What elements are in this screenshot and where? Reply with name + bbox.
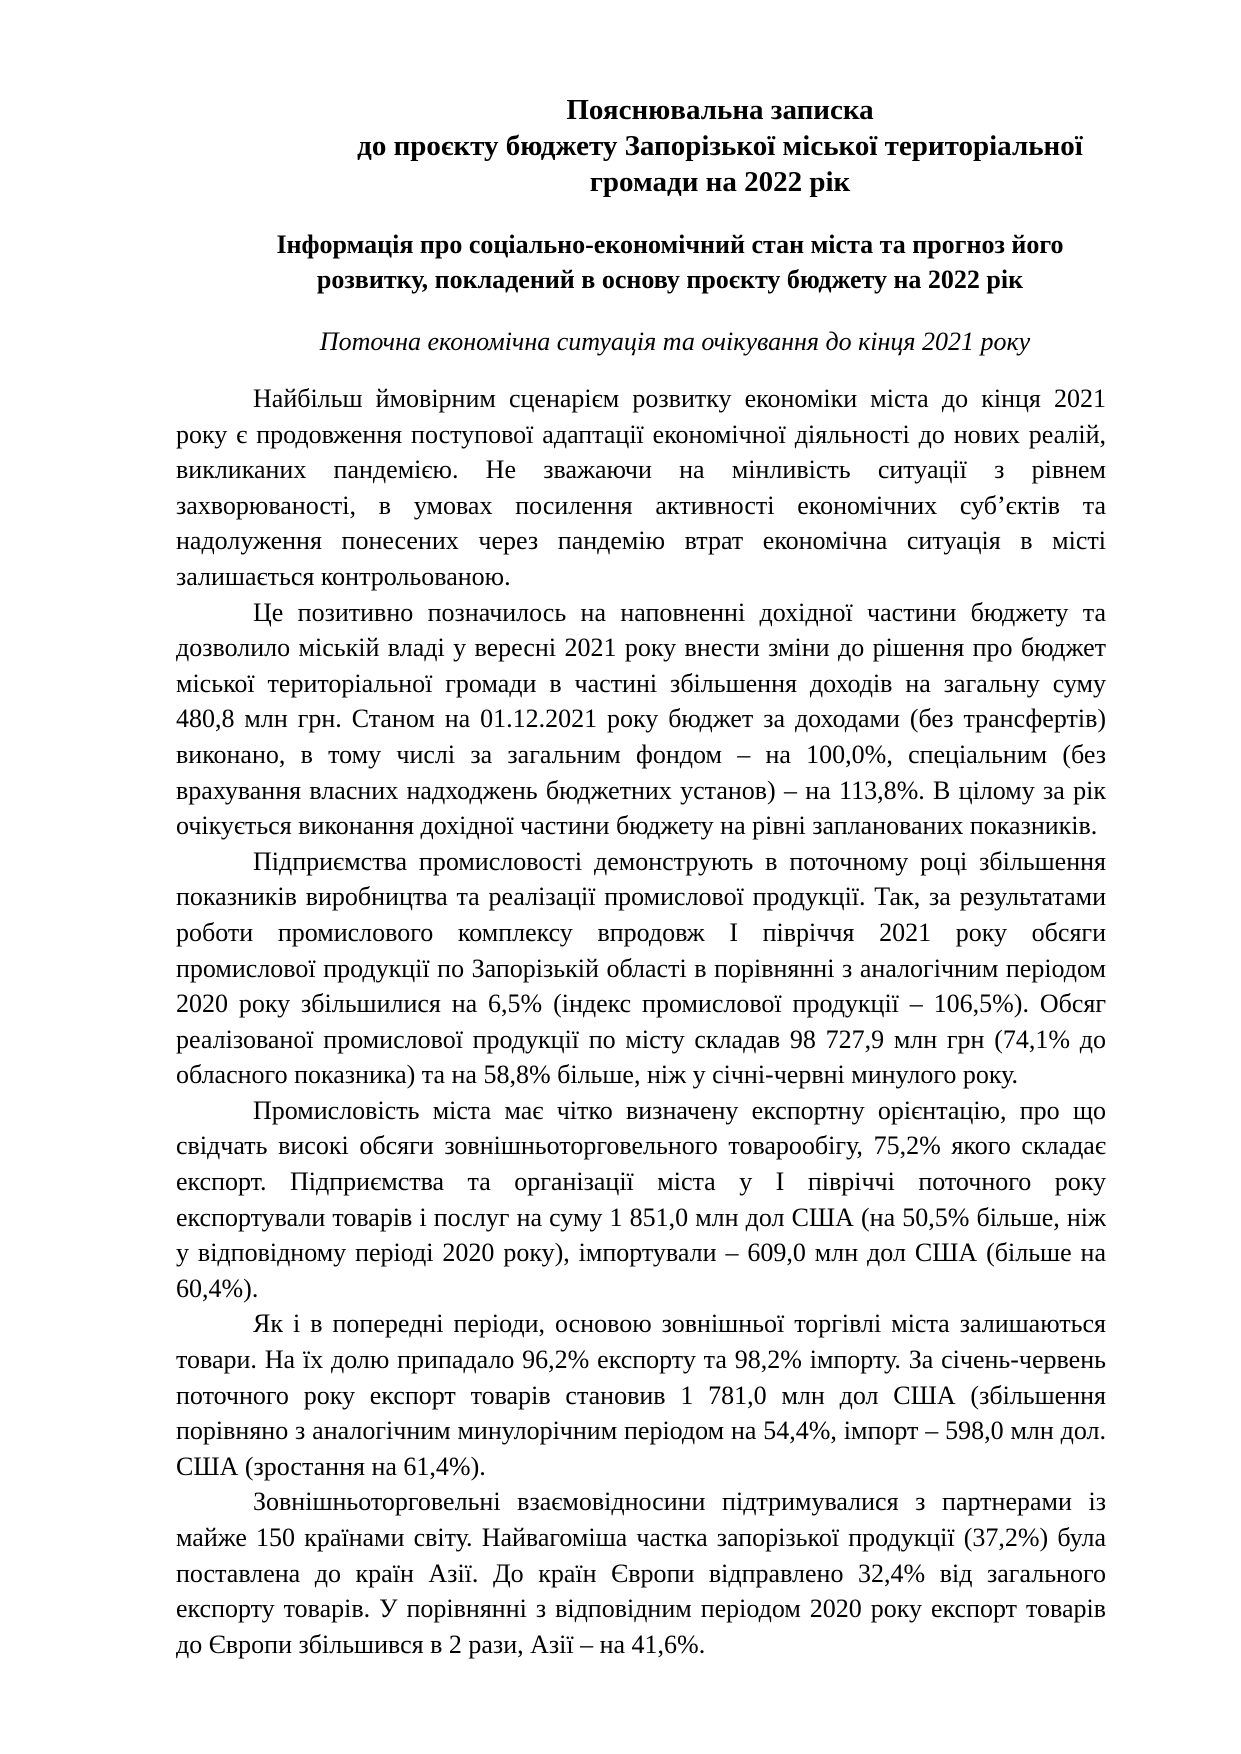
paragraph: Підприємства промисловості демонструють в поточному році збільшення показників виробництва та реалізації промислової продукції. Так, за результатами роботи промислового комплексу впродовж І півріччя 2021 року обсяги промислової продукції по Запорізькій області в порівнянні з аналогічним періодом 2020 року збільшилися на 6,5% (індекс промислової продукції – 106,5%). Обсяг реалізованої промислової продукції по місту складав 98 727,9 млн грн (74,1% до обласного показника) та на 58,8% більше, ніж у січні-червні минулого року. [176, 846, 1106, 1090]
title-line-2: до проєкту бюджету Запорізької міської територіальної [357, 130, 1083, 162]
paragraph: Промисловість міста має чітко визначену експортну орієнтацію, про що свідчать високі обсяги зовнішньоторговельного товарообігу, 75,2% якого складає експорт. Підприємства та організації міста у І півріччі поточного року експортували товарів і послуг на суму 1 851,0 млн дол США (на 50,5% більше, ніж у відповідному періоді 2020 року), імпортували – 609,0 млн дол США (більше на 60,4%). [176, 1095, 1106, 1303]
title-line-1: Пояснювальна записка [566, 94, 874, 126]
section-heading: Поточна економічна ситуація та очікування до кінця 2021 року [319, 327, 1031, 356]
title-line-3: громади на 2022 рік [589, 166, 851, 198]
paragraph: Найбільш ймовірним сценарієм розвитку економіки міста до кінця 2021 року є продовження поступової адаптації економічної діяльності до нових реалій, викликаних пандемією. Не зважаючи на мінливість ситуації з рівнем захворюваності, в умовах посилення активності економічних суб’єктів та надолуження понесених через пандемію втрат економічна ситуація в місті залишається контрольованою. [176, 384, 1106, 591]
body-text [176, 381, 1106, 1662]
document-title [300, 92, 1140, 200]
subtitle-line-1: Інформація про соціально-економічний стан міста та прогноз його [276, 230, 1064, 259]
subtitle-line-2: розвитку, покладений в основу проєкту бюджету на 2022 рік [316, 265, 1024, 294]
paragraph: Зовнішньоторговельні взаємовідносини підтримувалися з партнерами із майже 150 країнами світу. Найвагоміша частка запорізької продукції (37,2%) була поставлена до країн Азії. До країн Європи відправлено 32,4% від загального експорту товарів. У порівнянні з відповідним періодом 2020 року експорт товарів до Європи збільшився в 2 рази, Азії – на 41,6%. [176, 1487, 1106, 1659]
document-subtitle [230, 227, 1110, 297]
paragraph: Як і в попередні періоди, основою зовнішньої торгівлі міста залишаються товари. На їх долю припадало 96,2% експорту та 98,2% імпорту. За січень-червень поточного року експорт товарів становив 1 781,0 млн дол США (збільшення порівняно з аналогічним минулорічним періодом на 54,4%, імпорт – 598,0 млн дол. США (зростання на 61,4%). [176, 1309, 1106, 1481]
paragraph: Це позитивно позначилось на наповненні дохідної частини бюджету та дозволило міській владі у вересні 2021 року внести зміни до рішення про бюджет міської територіальної громади в частині збільшення доходів на загальну суму 480,8 млн грн. Станом на 01.12.2021 року бюджет за доходами (без трансфертів) виконано, в тому числі за загальним фондом – на 100,0%, спеціальним (без врахування власних надходжень бюджетних установ) – на 113,8%. В цілому за рік очікується виконання дохідної частини бюджету на рівні запланованих показників. [176, 597, 1106, 841]
